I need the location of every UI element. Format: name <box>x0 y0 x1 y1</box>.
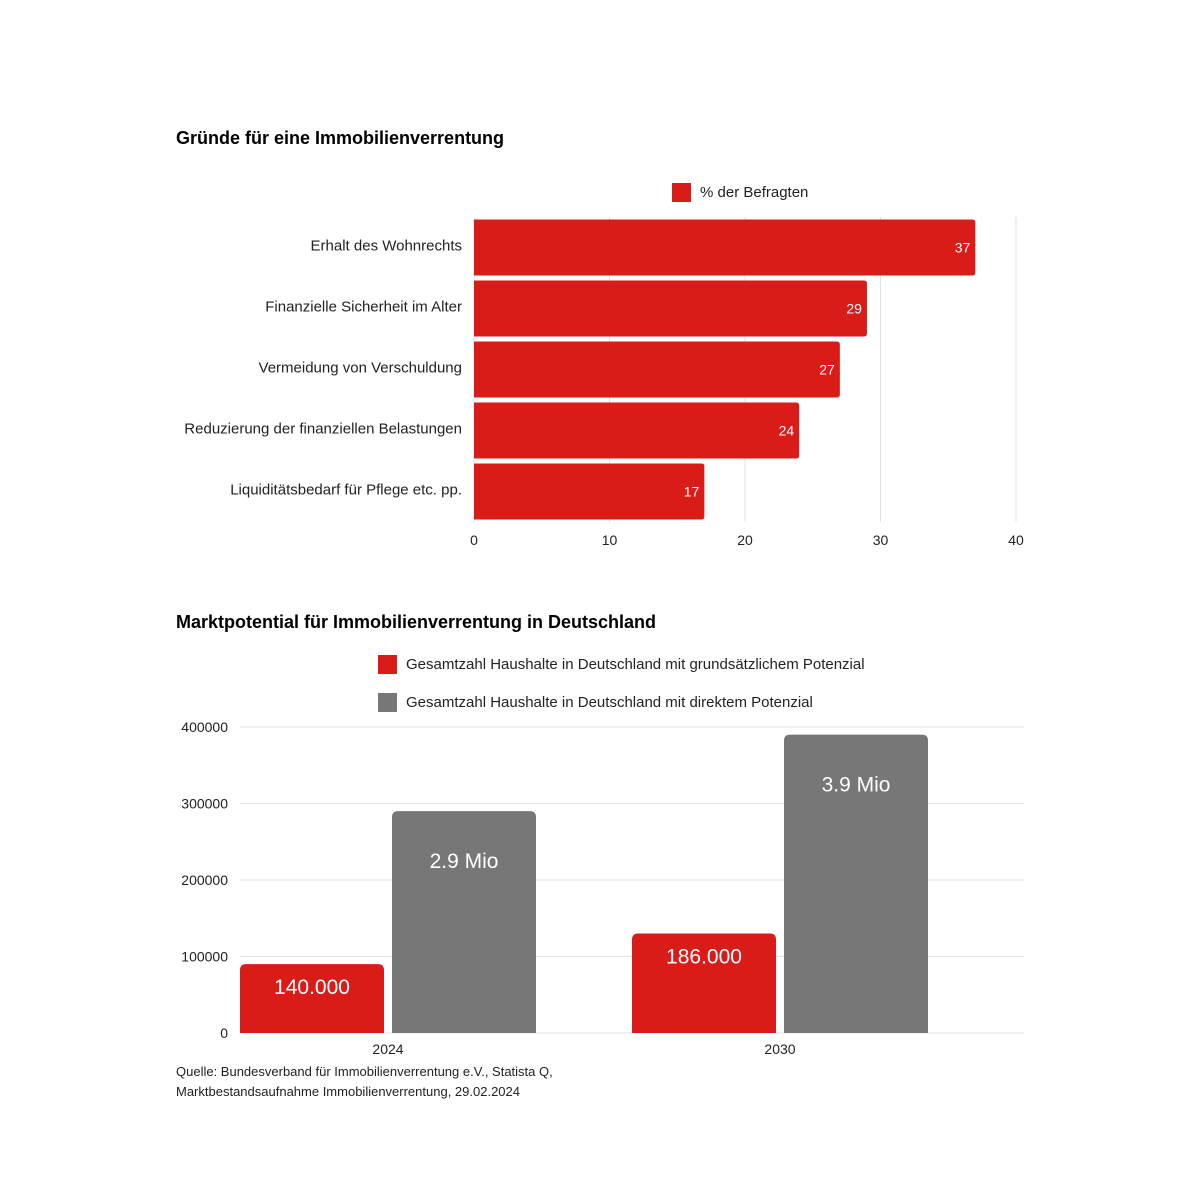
chart1-category-label: Reduzierung der finanziellen Belastungen <box>184 420 462 438</box>
chart1-bar <box>474 342 840 398</box>
chart2-y-tick-label: 0 <box>220 1025 228 1041</box>
chart1-x-tick-label: 30 <box>872 532 889 548</box>
chart2-title: Marktpotential für Immobilienverrentung in Deutschland <box>176 612 657 632</box>
chart2-bar-value-label: 2.9 Mio <box>429 850 499 874</box>
chart1-category-label: Finanzielle Sicherheit im Alter <box>265 298 462 316</box>
chart1-x-tick-label: 10 <box>601 532 618 548</box>
chart2-y-tick-label: 100000 <box>181 948 228 965</box>
chart1-bar <box>474 464 704 520</box>
source-note <box>176 1062 553 1102</box>
chart1-bar <box>474 220 975 276</box>
chart1-bar <box>474 281 867 337</box>
chart1-bar <box>474 403 799 459</box>
legend-label: Gesamtzahl Haushalte in Deutschland mit grundsätzlichem Potenzial <box>406 656 865 673</box>
chart2-y-tick-label: 200000 <box>181 872 228 888</box>
chart1-x-tick-label: 20 <box>737 532 753 548</box>
chart1-x-tick-label: 40 <box>1008 532 1024 548</box>
source-line-2: Marktbestandsaufnahme Immobilienverrentung, 29.02.2024 <box>176 1084 520 1099</box>
chart2-category-label: 2024 <box>372 1041 404 1057</box>
chart2-category-label: 2030 <box>764 1041 796 1057</box>
chart2-y-tick-label: 300000 <box>181 795 228 812</box>
chart1-bar-value-label: 29 <box>846 300 862 317</box>
chart1-x-tick-label: 0 <box>470 532 478 548</box>
chart1-category-label: Erhalt des Wohnrechts <box>310 237 462 255</box>
chart2-y-tick-label: 400000 <box>181 719 228 735</box>
chart1-category-label: Vermeidung von Verschuldung <box>258 359 462 377</box>
chart1-bar-value-label: 17 <box>683 483 700 500</box>
chart1-title: Gründe für eine Immobilienverrentung <box>176 128 505 148</box>
legend-label: Gesamtzahl Haushalte in Deutschland mit direktem Potenzial <box>406 694 813 711</box>
source-line-1: Quelle: Bundesverband für Immobilienverrentung e.V., Statista Q, <box>176 1064 553 1079</box>
chart1-bar-value-label: 27 <box>819 361 835 378</box>
chart2-bar-value-label: 3.9 Mio <box>821 773 891 797</box>
chart2-bar <box>392 811 536 1033</box>
chart1-category-label: Liquiditätsbedarf für Pflege etc. pp. <box>230 481 462 499</box>
legend-label: % der Befragten <box>700 184 809 201</box>
chart2-bar-value-label: 186.000 <box>666 945 742 969</box>
chart2-bar-value-label: 140.000 <box>274 976 350 1000</box>
chart1-bar-value-label: 37 <box>954 239 971 256</box>
chart1-bar-value-label: 24 <box>778 422 795 439</box>
